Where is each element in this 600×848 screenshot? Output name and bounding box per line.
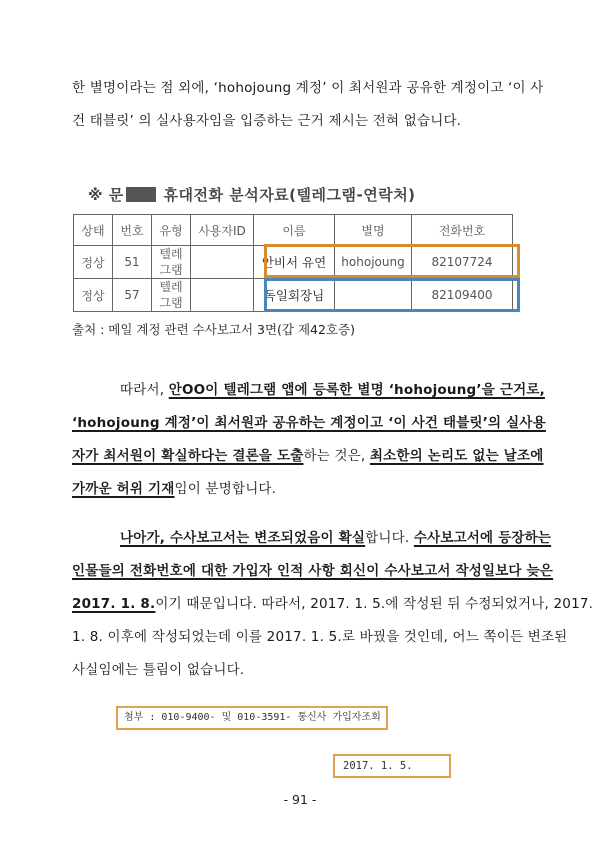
cell-type: 텔레 그램 — [152, 246, 191, 279]
cell-status: 정상 — [74, 246, 113, 279]
page-number: - 91 - — [283, 792, 317, 807]
attachment-stamp: 첨부 : 010-9400- 및 010-3591- 통신사 가입자조회 — [116, 706, 388, 730]
paragraph-conclusion: 따라서, 안OO이 텔레그램 앱에 등록한 별명 ‘hohojoung’을 근거로, ‘hohojoung 계정’이 최서원과 공유하는 계정이고 ‘이 사건 태블릿’의 실사용 자가 최서원이 확실하다는 결론을 도출하는 것은, 최소한의 논리도 없는 날조에 가까운 허위 기재임이 분명합니다. — [72, 382, 546, 497]
header-type: 유형 — [152, 215, 191, 246]
redaction-block — [126, 187, 156, 202]
intro-line-2: 건 태블릿’ 의 실사용자임을 입증하는 근거 제시는 전혀 없습니다. — [72, 113, 462, 129]
cell-name: 안비서 유연 — [254, 246, 335, 279]
orange-highlight-box — [264, 244, 520, 278]
header-nickname: 별명 — [335, 215, 412, 246]
cell-phone: 82107724 — [412, 246, 513, 279]
header-number: 번호 — [113, 215, 152, 246]
cell-name: 독일회장님 — [254, 279, 335, 312]
cell-user-id — [191, 246, 254, 279]
figure-title — [88, 184, 416, 205]
table-header-row — [74, 215, 513, 246]
blue-highlight-box — [264, 278, 520, 312]
figure-caption: 출처 : 메일 계정 관련 수사보고서 3면(갑 제42호증) — [72, 322, 355, 337]
cell-user-id — [191, 279, 254, 312]
header-phone: 전화번호 — [412, 215, 513, 246]
cell-number: 57 — [113, 279, 152, 312]
cell-type: 텔레 그램 — [152, 279, 191, 312]
cell-status: 정상 — [74, 279, 113, 312]
header-name: 이름 — [254, 215, 335, 246]
intro-line-1: 한 별명이라는 점 외에, ‘hohojoung 계정’ 이 최서원과 공유한 계정이고 ‘이 사 — [72, 80, 544, 96]
cell-nickname: hohojoung — [335, 246, 412, 279]
intro-paragraph — [72, 72, 542, 138]
header-status: 상태 — [74, 215, 113, 246]
figure-title-suffix: 휴대전화 분석자료(텔레그램-연락처) — [163, 186, 416, 204]
attachment-date-stamp: 2017. 1. 5. — [333, 754, 451, 778]
figure-title-prefix: ※ 문 — [88, 186, 124, 204]
cell-phone: 82109400 — [412, 279, 513, 312]
header-user-id: 사용자ID — [191, 215, 254, 246]
paragraph-forgery: 나아가, 수사보고서는 변조되었음이 확실합니다. 수사보고서에 등장하는 인물들의 전화번호에 대한 가입자 인적 사항 회신이 수사보고서 작성일보다 늦은 2017. 1. 8.이기 때문입니다. 따라서, 2017. 1. 5.에 작성된 뒤 수정되었거나, 2017. 1. 8. 이후에 작성되었는데 이를 2017. 1. 5.로 바꿨을 것인데, 어느 쪽이든 변조된 사실임에는 틀림이 없습니다. — [72, 530, 594, 678]
cell-number: 51 — [113, 246, 152, 279]
